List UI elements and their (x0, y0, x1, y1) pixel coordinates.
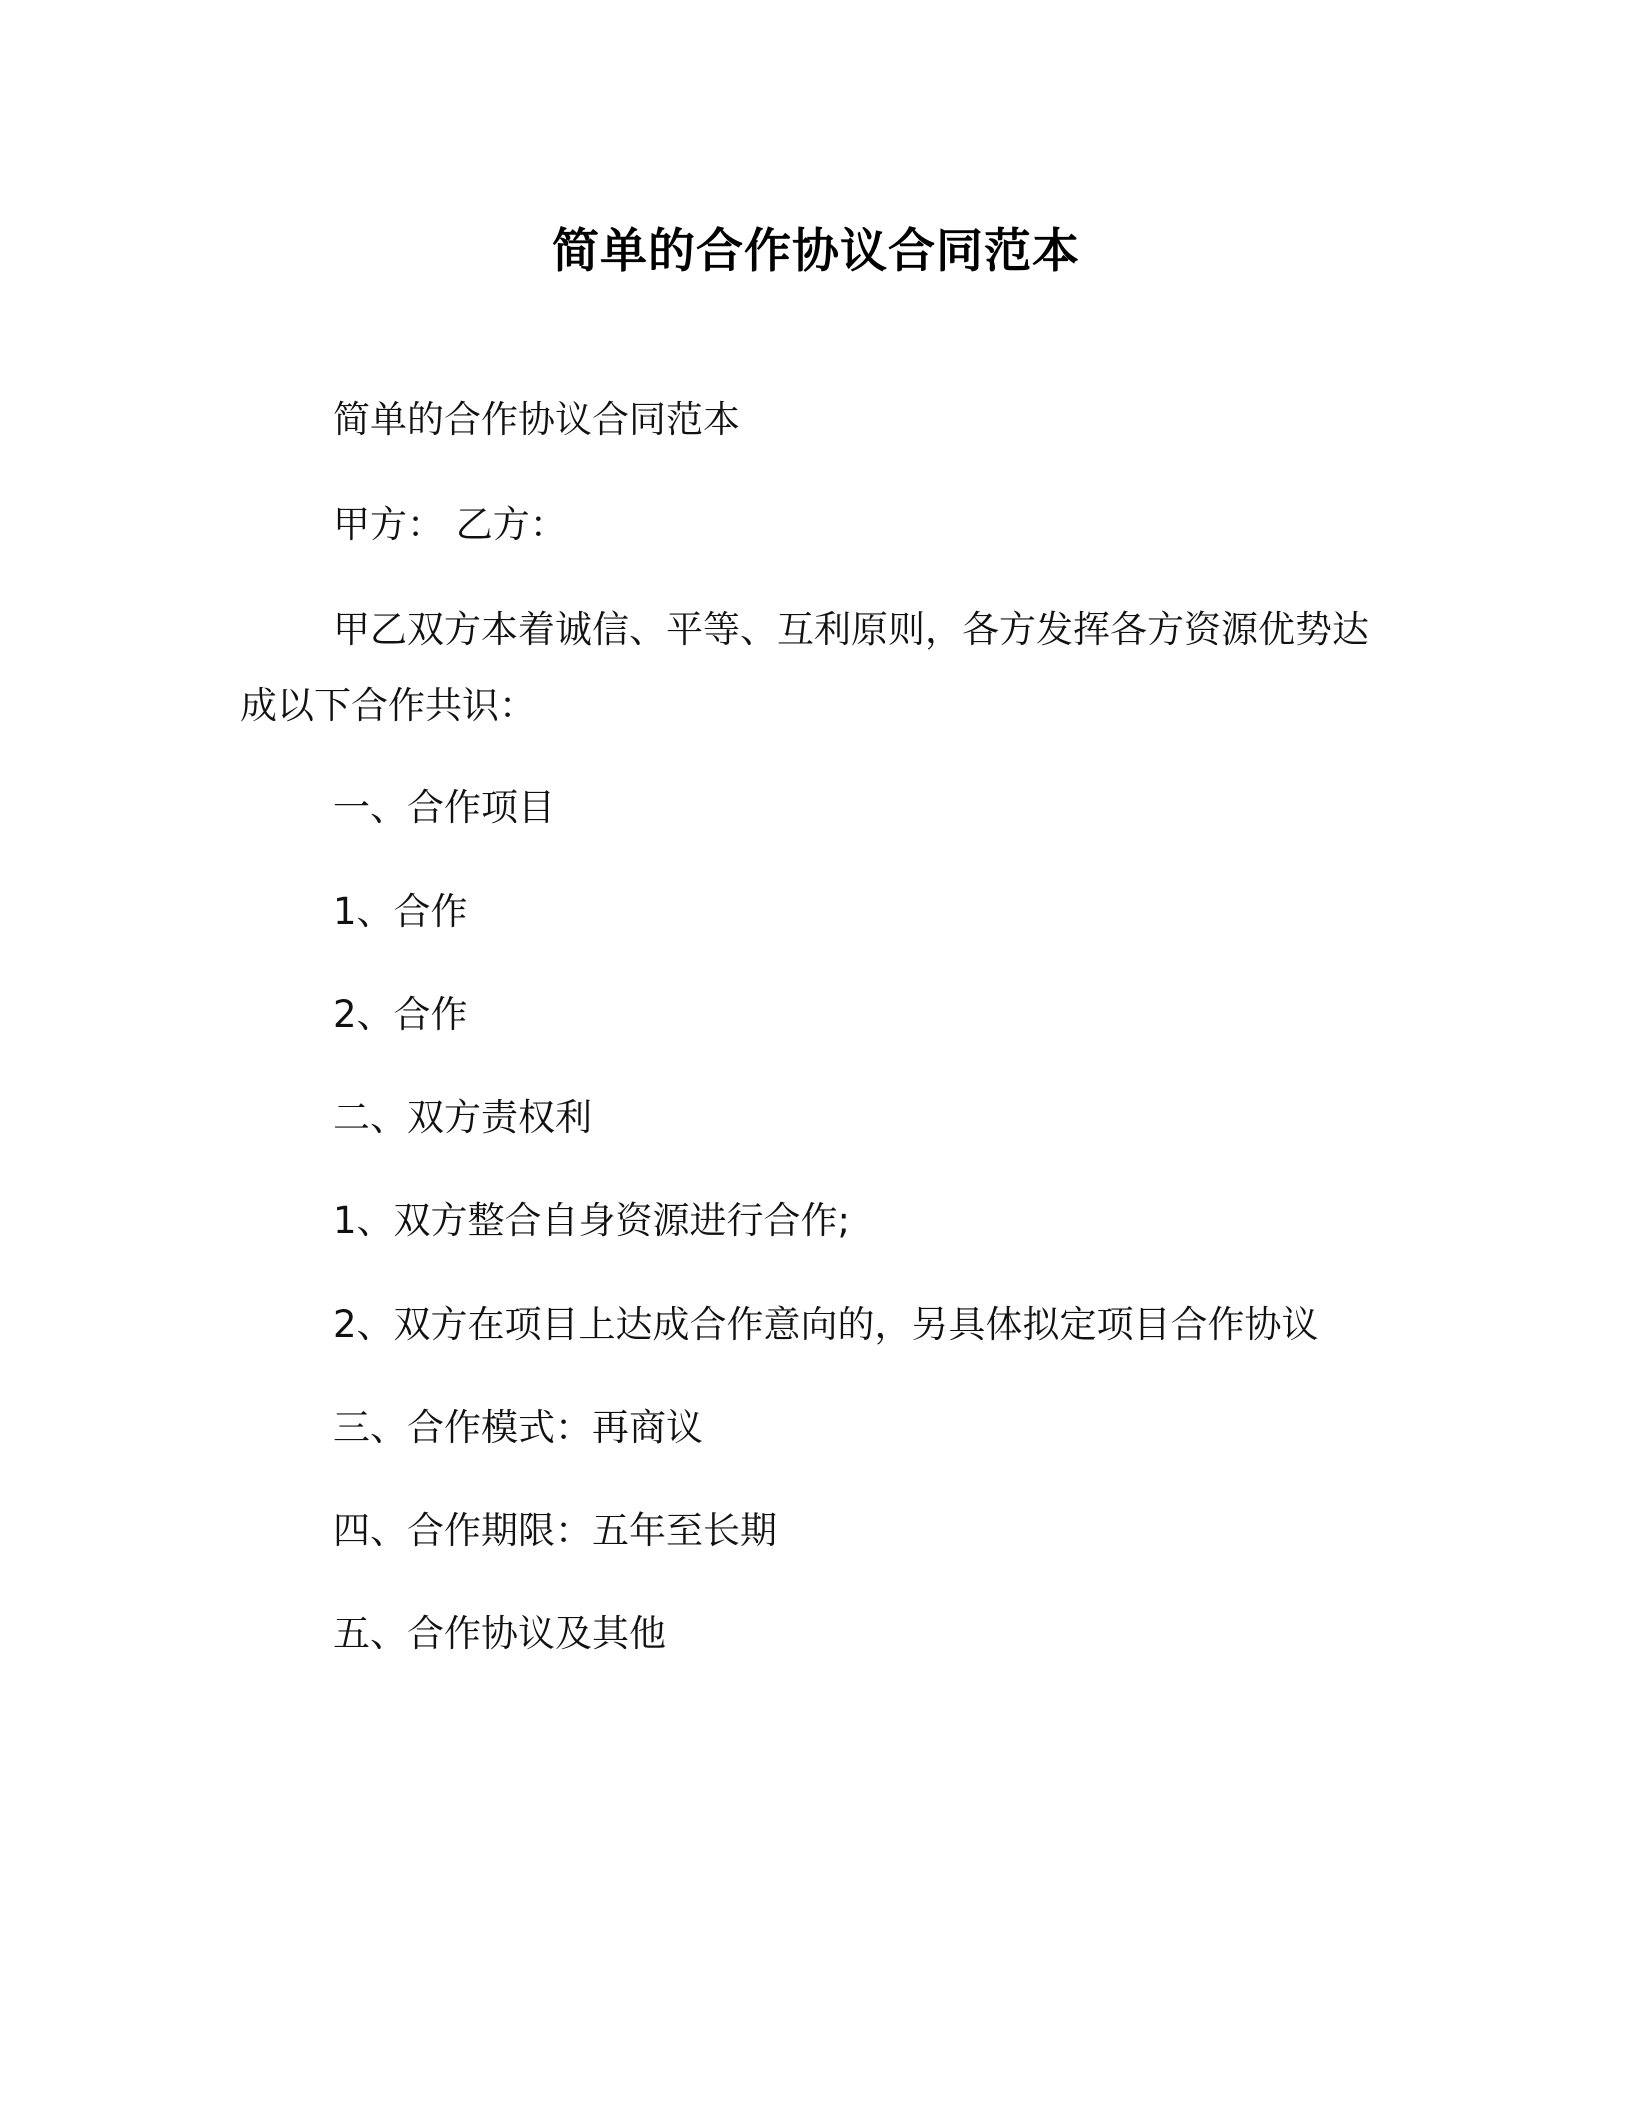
document-subtitle: 简单的合作协议合同范本 (333, 398, 740, 441)
rights-item-2: 2、双方在项目上达成合作意向的，另具体拟定项目合作协议 (333, 1303, 1319, 1346)
section-heading-cooperation-project: 一、合作项目 (333, 786, 555, 829)
cooperation-item-1: 1、合作 (333, 890, 468, 933)
section-cooperation-term: 四、合作期限：五年至长期 (333, 1509, 777, 1552)
intro-paragraph: 甲乙双方本着诚信、平等、互利原则，各方发挥各方资源优势达成以下合作共识： (240, 608, 1369, 727)
section-cooperation-mode: 三、合作模式：再商议 (333, 1406, 703, 1449)
parties-line: 甲方： 乙方： (333, 503, 567, 546)
section-heading-rights-duties: 二、双方责权利 (333, 1096, 592, 1139)
rights-item-1: 1、双方整合自身资源进行合作; (333, 1199, 851, 1242)
cooperation-item-2: 2、合作 (333, 993, 468, 1036)
document-title: 简单的合作协议合同范本 (552, 224, 1080, 279)
section-agreement-other: 五、合作协议及其他 (333, 1612, 666, 1655)
